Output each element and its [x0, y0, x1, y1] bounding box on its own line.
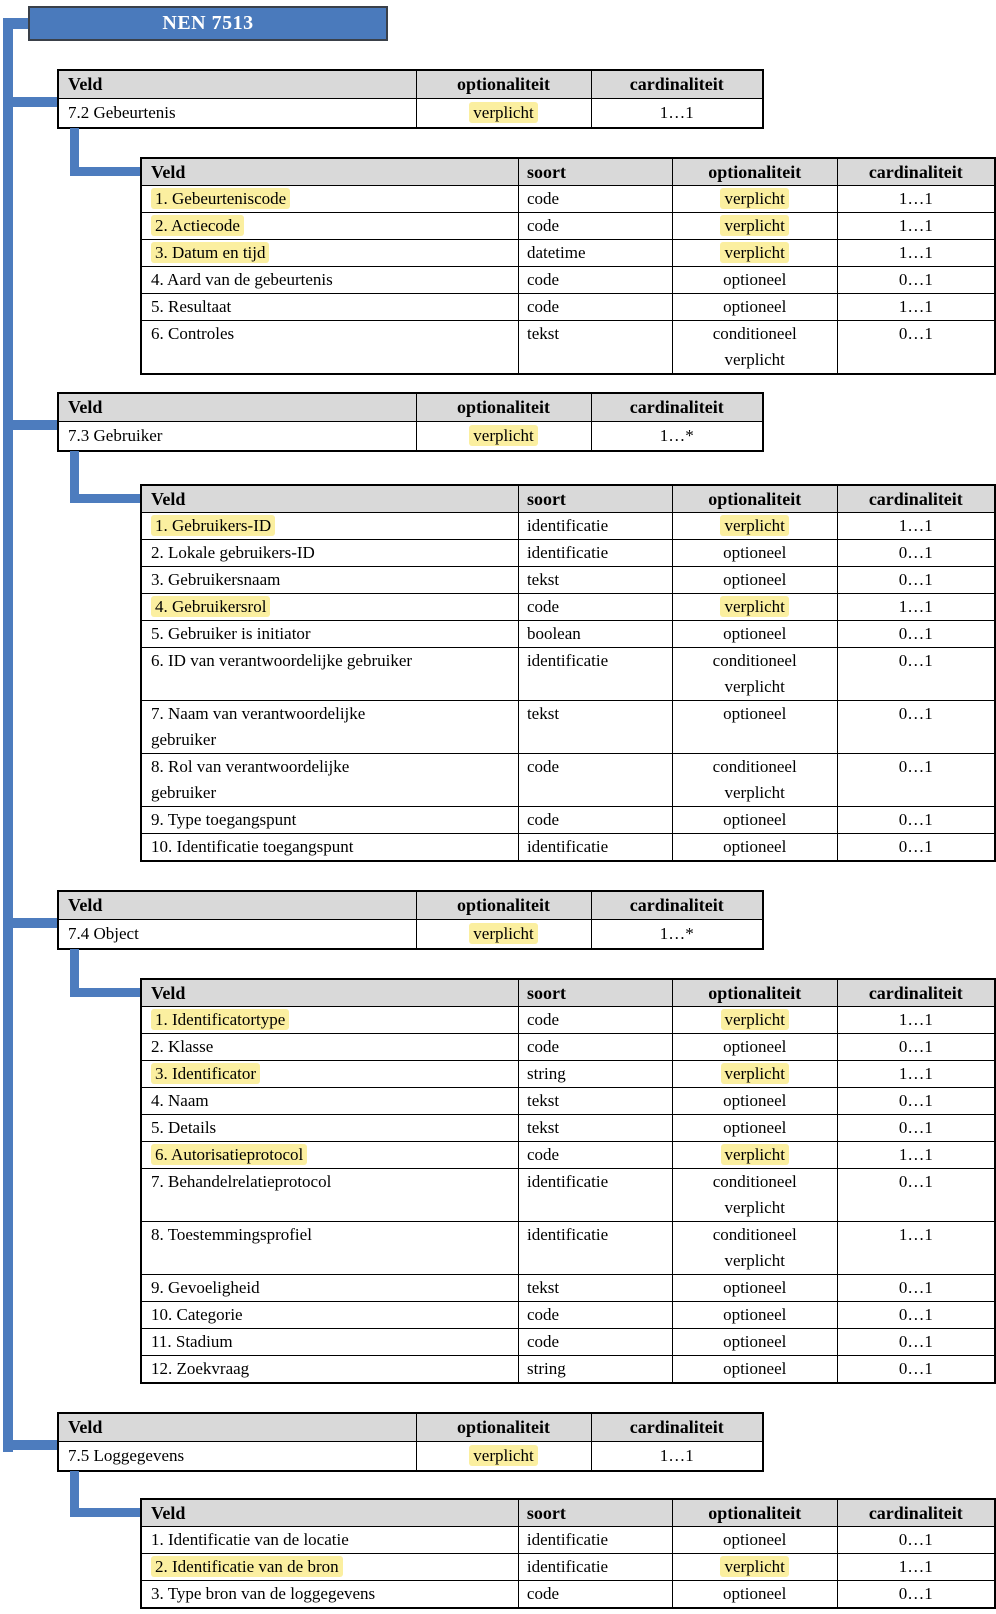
column-header-optionaliteit: optionaliteit — [672, 979, 837, 1007]
table-row — [141, 1554, 995, 1581]
parent-table — [57, 392, 764, 452]
veld-cell: 5. Resultaat — [141, 294, 518, 321]
optionaliteit-cell: optioneel — [672, 1527, 837, 1554]
soort-cell: code — [518, 1329, 672, 1356]
soort-cell: identificatie — [518, 1527, 672, 1554]
table-row — [141, 1115, 995, 1142]
optionaliteit-cell: optioneel — [672, 1329, 837, 1356]
veld-cell: 9. Type toegangspunt — [141, 807, 518, 834]
cardinaliteit-cell: 1…1 — [837, 1554, 995, 1581]
column-header-soort: soort — [518, 979, 672, 1007]
soort-cell: identificatie — [518, 513, 672, 540]
soort-cell: code — [518, 807, 672, 834]
cardinaliteit-cell: 1…1 — [837, 594, 995, 621]
sub-connector-horizontal-line — [70, 1508, 140, 1517]
soort-cell: identificatie — [518, 1222, 672, 1275]
optionaliteit-cell: optioneel — [672, 1115, 837, 1142]
veld-cell: 3. Datum en tijd — [141, 240, 518, 267]
cardinaliteit-cell: 0…1 — [837, 267, 995, 294]
veld-cell: 2. Identificatie van de bron — [141, 1554, 518, 1581]
soort-cell: string — [518, 1061, 672, 1088]
branch-line — [3, 1440, 57, 1450]
optionaliteit-cell: optioneel — [672, 540, 837, 567]
cardinaliteit-cell: 0…1 — [837, 1356, 995, 1384]
soort-cell: tekst — [518, 567, 672, 594]
table-row — [141, 1302, 995, 1329]
column-header-veld: Veld — [58, 1413, 416, 1442]
branch-line — [3, 420, 57, 430]
optionaliteit-cell: conditioneel verplicht — [672, 1222, 837, 1275]
table-row — [141, 1034, 995, 1061]
veld-cell: 6. Controles — [141, 321, 518, 375]
soort-cell: boolean — [518, 621, 672, 648]
sub-table — [140, 484, 996, 862]
parent-row — [58, 99, 763, 129]
veld-cell: 6. ID van verantwoordelijke gebruiker — [141, 648, 518, 701]
table-row — [141, 1088, 995, 1115]
cardinaliteit-cell: 1…1 — [837, 213, 995, 240]
optionaliteit-cell: verplicht — [672, 1554, 837, 1581]
optionaliteit-cell: conditioneel verplicht — [672, 321, 837, 375]
veld-cell: 9. Gevoeligheid — [141, 1275, 518, 1302]
cardinaliteit-cell: 0…1 — [837, 540, 995, 567]
cardinaliteit-cell: 0…1 — [837, 1115, 995, 1142]
column-header-cardinaliteit: cardinaliteit — [591, 1413, 763, 1442]
table-row — [141, 567, 995, 594]
cardinaliteit-cell: 1…1 — [591, 1442, 763, 1472]
optionaliteit-cell: optioneel — [672, 1581, 837, 1609]
optionaliteit-cell: verplicht — [672, 186, 837, 213]
parent-header-row — [58, 70, 763, 99]
optionaliteit-cell: optioneel — [672, 834, 837, 862]
cardinaliteit-cell: 0…1 — [837, 1581, 995, 1609]
soort-cell: identificatie — [518, 1169, 672, 1222]
column-header-soort: soort — [518, 485, 672, 513]
cardinaliteit-cell: 0…1 — [837, 1329, 995, 1356]
soort-cell: datetime — [518, 240, 672, 267]
soort-cell: identificatie — [518, 834, 672, 862]
cardinaliteit-cell: 0…1 — [837, 648, 995, 701]
column-header-cardinaliteit: cardinaliteit — [837, 158, 995, 186]
table-row — [141, 648, 995, 701]
veld-cell: 2. Klasse — [141, 1034, 518, 1061]
veld-cell: 2. Lokale gebruikers-ID — [141, 540, 518, 567]
column-header-veld: Veld — [141, 485, 518, 513]
soort-cell: code — [518, 1302, 672, 1329]
optionaliteit-cell: verplicht — [672, 1007, 837, 1034]
table-row — [141, 754, 995, 807]
veld-cell: 10. Categorie — [141, 1302, 518, 1329]
soort-cell: code — [518, 1142, 672, 1169]
column-header-soort: soort — [518, 158, 672, 186]
veld-cell: 5. Gebruiker is initiator — [141, 621, 518, 648]
veld-cell: 2. Actiecode — [141, 213, 518, 240]
table-row — [141, 1581, 995, 1609]
optionaliteit-cell: verplicht — [672, 594, 837, 621]
branch-line — [3, 97, 57, 107]
cardinaliteit-cell: 1…1 — [837, 240, 995, 267]
cardinaliteit-cell: 0…1 — [837, 1169, 995, 1222]
optionaliteit-cell: conditioneel verplicht — [672, 1169, 837, 1222]
column-header-cardinaliteit: cardinaliteit — [837, 1499, 995, 1527]
optionaliteit-cell: verplicht — [672, 1142, 837, 1169]
optionaliteit-cell: optioneel — [672, 1356, 837, 1384]
tree-trunk-line — [3, 18, 13, 1452]
table-row — [141, 1222, 995, 1275]
optionaliteit-cell: optioneel — [672, 1275, 837, 1302]
optionaliteit-cell: verplicht — [416, 422, 591, 452]
parent-header-row — [58, 891, 763, 920]
optionaliteit-cell: conditioneel verplicht — [672, 648, 837, 701]
column-header-optionaliteit: optionaliteit — [416, 70, 591, 99]
title-box — [28, 6, 388, 41]
sub-connector-horizontal-line — [70, 167, 140, 176]
sub-table — [140, 1498, 996, 1609]
optionaliteit-cell: verplicht — [416, 920, 591, 950]
soort-cell: code — [518, 267, 672, 294]
optionaliteit-cell: verplicht — [416, 1442, 591, 1472]
soort-cell: tekst — [518, 1088, 672, 1115]
table-row — [141, 1527, 995, 1554]
column-header-cardinaliteit: cardinaliteit — [591, 393, 763, 422]
table-row — [141, 621, 995, 648]
veld-cell: 1. Identificatortype — [141, 1007, 518, 1034]
table-row — [141, 240, 995, 267]
sub-connector-horizontal-line — [70, 988, 140, 997]
parent-table — [57, 1412, 764, 1472]
parent-row — [58, 1442, 763, 1472]
column-header-cardinaliteit: cardinaliteit — [591, 891, 763, 920]
soort-cell: code — [518, 594, 672, 621]
optionaliteit-cell: optioneel — [672, 621, 837, 648]
veld-cell: 4. Naam — [141, 1088, 518, 1115]
soort-cell: identificatie — [518, 1554, 672, 1581]
sub-table — [140, 978, 996, 1384]
sub-header-row — [141, 1499, 995, 1527]
table-row — [141, 1169, 995, 1222]
column-header-veld: Veld — [141, 158, 518, 186]
cardinaliteit-cell: 1…1 — [591, 99, 763, 129]
soort-cell: identificatie — [518, 648, 672, 701]
column-header-veld: Veld — [58, 70, 416, 99]
soort-cell: identificatie — [518, 540, 672, 567]
veld-cell: 4. Gebruikersrol — [141, 594, 518, 621]
optionaliteit-cell: verplicht — [672, 513, 837, 540]
veld-cell: 11. Stadium — [141, 1329, 518, 1356]
optionaliteit-cell: optioneel — [672, 701, 837, 754]
optionaliteit-cell: optioneel — [672, 1034, 837, 1061]
veld-cell: 7.4 Object — [58, 920, 416, 950]
cardinaliteit-cell: 0…1 — [837, 1088, 995, 1115]
table-row — [141, 1356, 995, 1384]
optionaliteit-cell: optioneel — [672, 807, 837, 834]
column-header-veld: Veld — [58, 891, 416, 920]
veld-cell: 8. Toestemmingsprofiel — [141, 1222, 518, 1275]
table-row — [141, 1329, 995, 1356]
soort-cell: tekst — [518, 701, 672, 754]
cardinaliteit-cell: 1…1 — [837, 1222, 995, 1275]
veld-cell: 1. Gebruikers-ID — [141, 513, 518, 540]
cardinaliteit-cell: 0…1 — [837, 321, 995, 375]
sub-header-row — [141, 158, 995, 186]
veld-cell: 7. Behandelrelatieprotocol — [141, 1169, 518, 1222]
table-row — [141, 513, 995, 540]
cardinaliteit-cell: 0…1 — [837, 1527, 995, 1554]
cardinaliteit-cell: 1…1 — [837, 186, 995, 213]
soort-cell: code — [518, 294, 672, 321]
column-header-veld: Veld — [58, 393, 416, 422]
optionaliteit-cell: optioneel — [672, 1302, 837, 1329]
column-header-optionaliteit: optionaliteit — [416, 393, 591, 422]
soort-cell: code — [518, 186, 672, 213]
soort-cell: code — [518, 1581, 672, 1609]
optionaliteit-cell: verplicht — [672, 1061, 837, 1088]
soort-cell: tekst — [518, 1275, 672, 1302]
cardinaliteit-cell: 1…1 — [837, 513, 995, 540]
soort-cell: code — [518, 1034, 672, 1061]
cardinaliteit-cell: 1…1 — [837, 1061, 995, 1088]
cardinaliteit-cell: 1…1 — [837, 1007, 995, 1034]
branch-line — [3, 918, 57, 928]
veld-cell: 12. Zoekvraag — [141, 1356, 518, 1384]
cardinaliteit-cell: 0…1 — [837, 834, 995, 862]
veld-cell: 7.3 Gebruiker — [58, 422, 416, 452]
cardinaliteit-cell: 0…1 — [837, 701, 995, 754]
veld-cell: 3. Gebruikersnaam — [141, 567, 518, 594]
table-row — [141, 594, 995, 621]
veld-cell: 3. Identificator — [141, 1061, 518, 1088]
sub-header-row — [141, 979, 995, 1007]
column-header-optionaliteit: optionaliteit — [672, 1499, 837, 1527]
table-row — [141, 213, 995, 240]
table-row — [141, 294, 995, 321]
page-title: NEN 7513 — [162, 12, 254, 34]
column-header-cardinaliteit: cardinaliteit — [591, 70, 763, 99]
veld-cell: 1. Gebeurteniscode — [141, 186, 518, 213]
column-header-veld: Veld — [141, 1499, 518, 1527]
veld-cell: 8. Rol van verantwoordelijke gebruiker — [141, 754, 518, 807]
optionaliteit-cell: verplicht — [672, 240, 837, 267]
sub-header-row — [141, 485, 995, 513]
table-row — [141, 1007, 995, 1034]
cardinaliteit-cell: 1…1 — [837, 1142, 995, 1169]
veld-cell: 4. Aard van de gebeurtenis — [141, 267, 518, 294]
column-header-optionaliteit: optionaliteit — [672, 158, 837, 186]
veld-cell: 7.5 Loggegevens — [58, 1442, 416, 1472]
parent-table — [57, 69, 764, 129]
veld-cell: 5. Details — [141, 1115, 518, 1142]
title-connector-line — [3, 18, 28, 29]
parent-header-row — [58, 1413, 763, 1442]
cardinaliteit-cell: 1…* — [591, 920, 763, 950]
cardinaliteit-cell: 0…1 — [837, 567, 995, 594]
table-row — [141, 1142, 995, 1169]
parent-row — [58, 920, 763, 950]
column-header-optionaliteit: optionaliteit — [416, 891, 591, 920]
table-row — [141, 807, 995, 834]
cardinaliteit-cell: 0…1 — [837, 754, 995, 807]
veld-cell: 7. Naam van verantwoordelijke gebruiker — [141, 701, 518, 754]
column-header-optionaliteit: optionaliteit — [416, 1413, 591, 1442]
parent-row — [58, 422, 763, 452]
column-header-optionaliteit: optionaliteit — [672, 485, 837, 513]
cardinaliteit-cell: 0…1 — [837, 1302, 995, 1329]
optionaliteit-cell: optioneel — [672, 567, 837, 594]
cardinaliteit-cell: 0…1 — [837, 621, 995, 648]
soort-cell: code — [518, 1007, 672, 1034]
veld-cell: 10. Identificatie toegangspunt — [141, 834, 518, 862]
soort-cell: tekst — [518, 1115, 672, 1142]
table-row — [141, 834, 995, 862]
parent-table — [57, 890, 764, 950]
optionaliteit-cell: optioneel — [672, 1088, 837, 1115]
column-header-soort: soort — [518, 1499, 672, 1527]
cardinaliteit-cell: 0…1 — [837, 807, 995, 834]
parent-header-row — [58, 393, 763, 422]
column-header-cardinaliteit: cardinaliteit — [837, 485, 995, 513]
soort-cell: tekst — [518, 321, 672, 375]
veld-cell: 7.2 Gebeurtenis — [58, 99, 416, 129]
optionaliteit-cell: optioneel — [672, 294, 837, 321]
optionaliteit-cell: verplicht — [416, 99, 591, 129]
soort-cell: code — [518, 213, 672, 240]
veld-cell: 6. Autorisatieprotocol — [141, 1142, 518, 1169]
optionaliteit-cell: conditioneel verplicht — [672, 754, 837, 807]
table-row — [141, 701, 995, 754]
veld-cell: 1. Identificatie van de locatie — [141, 1527, 518, 1554]
table-row — [141, 267, 995, 294]
optionaliteit-cell: optioneel — [672, 267, 837, 294]
sub-connector-horizontal-line — [70, 494, 140, 503]
optionaliteit-cell: verplicht — [672, 213, 837, 240]
table-row — [141, 321, 995, 375]
veld-cell: 3. Type bron van de loggegevens — [141, 1581, 518, 1609]
cardinaliteit-cell: 1…* — [591, 422, 763, 452]
column-header-cardinaliteit: cardinaliteit — [837, 979, 995, 1007]
soort-cell: string — [518, 1356, 672, 1384]
cardinaliteit-cell: 0…1 — [837, 1275, 995, 1302]
table-row — [141, 1275, 995, 1302]
table-row — [141, 186, 995, 213]
sub-table — [140, 157, 996, 375]
table-row — [141, 1061, 995, 1088]
cardinaliteit-cell: 1…1 — [837, 294, 995, 321]
cardinaliteit-cell: 0…1 — [837, 1034, 995, 1061]
column-header-veld: Veld — [141, 979, 518, 1007]
soort-cell: code — [518, 754, 672, 807]
table-row — [141, 540, 995, 567]
